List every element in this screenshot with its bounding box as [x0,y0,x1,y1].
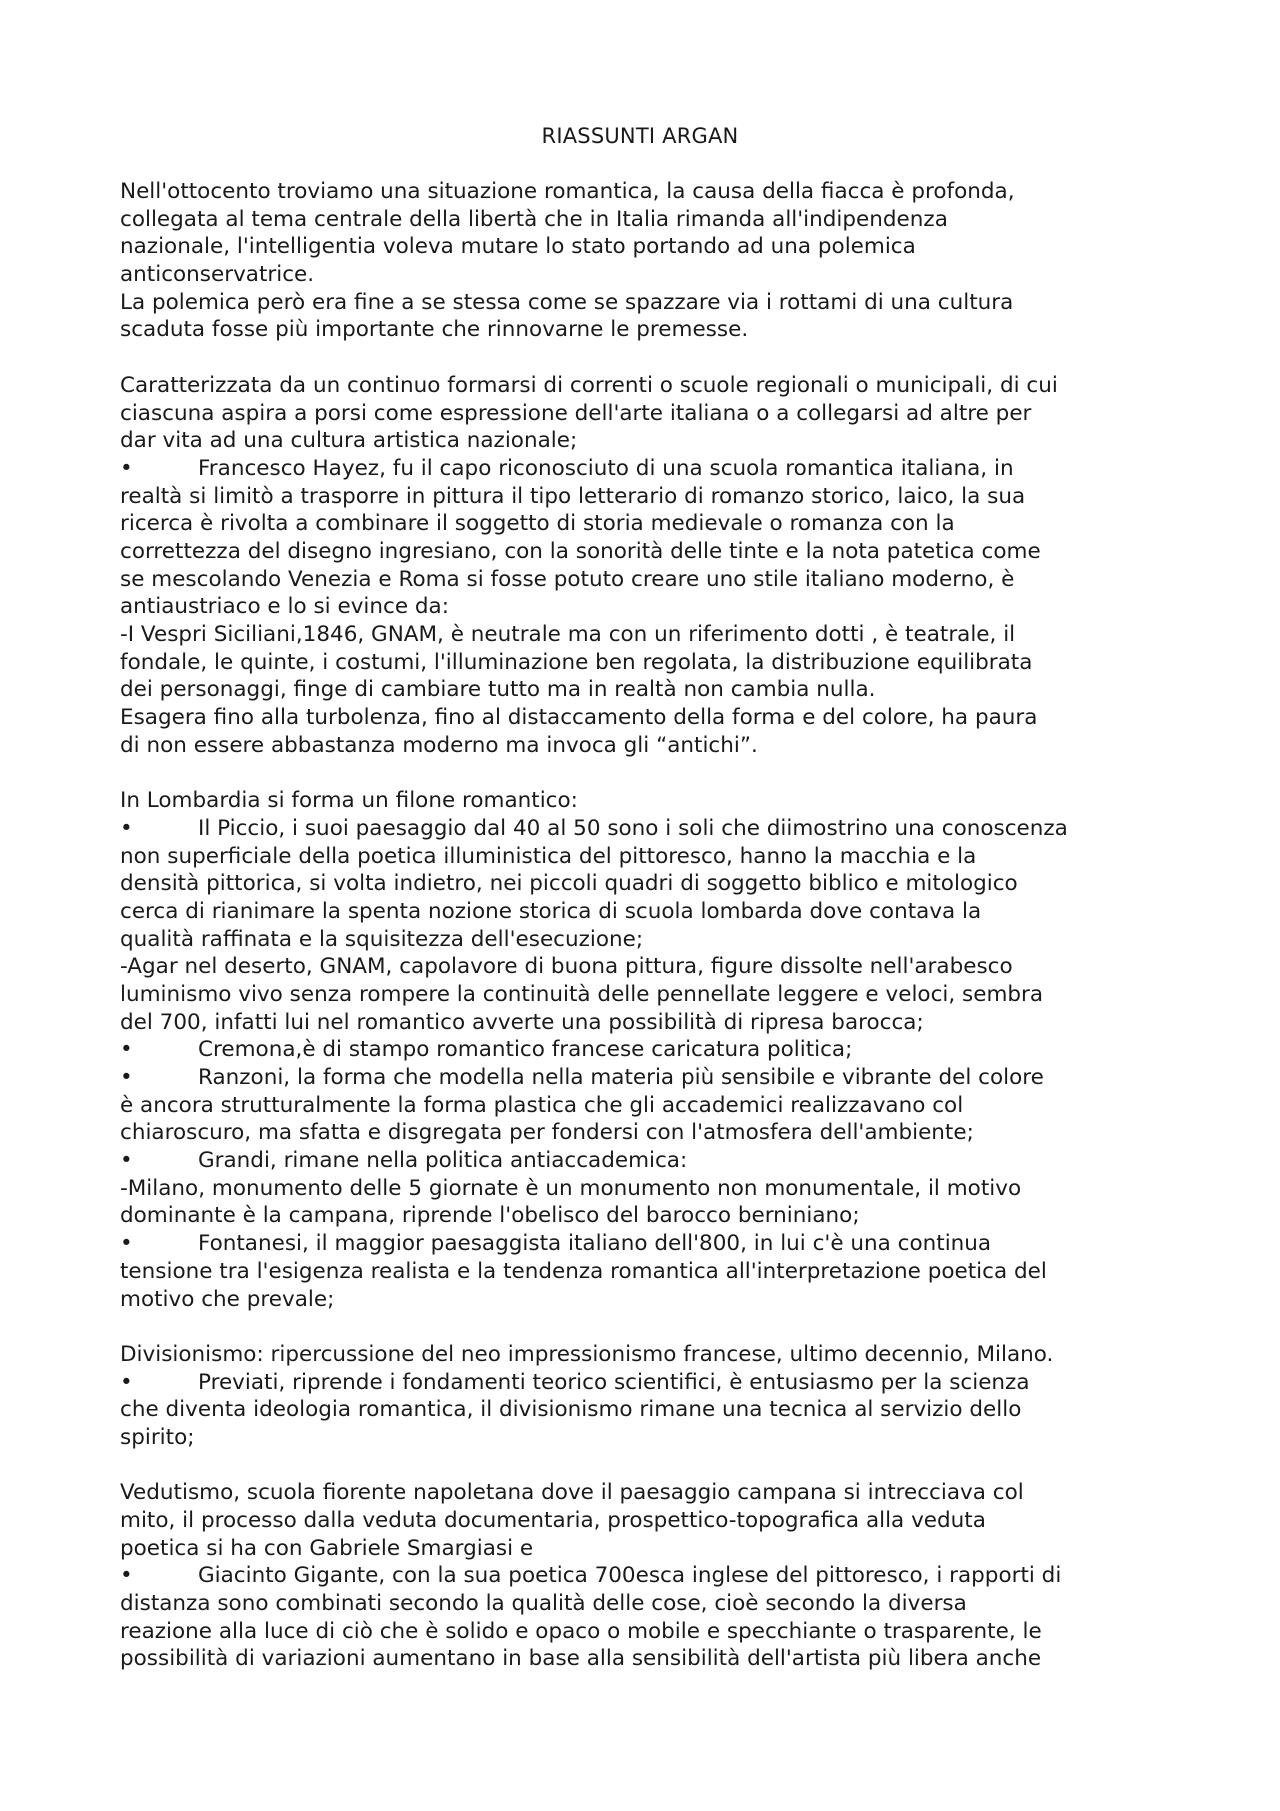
text-line: chiaroscuro, ma sfatta e disgregata per fondersi con l'atmosfera dell'ambiente; [120,1120,974,1146]
bullet-text: Grandi, rimane nella politica antiaccademica: [198,1148,688,1174]
paragraph-spacer [120,759,1180,787]
text-line: poetica si ha con Gabriele Smargiasi e [120,1535,534,1561]
bullet-marker: • [120,1369,133,1395]
bullet-marker: • [120,1563,133,1589]
text-line: se mescolando Venezia e Roma si fosse potuto creare uno stile italiano moderno, è [120,566,1015,592]
bullet-marker: • [120,815,133,841]
text-line: collegata al tema centrale della libertà che in Italia rimanda all'indipendenza [120,206,948,232]
paragraph-spacer [120,1313,1180,1341]
text-line: anticonservatrice. [120,262,315,288]
bullet-text: Giacinto Gigante, con la sua poetica 700esca inglese del pittoresco, i rapporti di [198,1563,1062,1589]
text-line: distanza sono combinati secondo la qualità delle cose, cioè secondo la diversa [120,1591,967,1617]
text-line: ricerca è rivolta a combinare il soggetto di storia medievale o romanza con la [120,511,955,537]
text-line: che diventa ideologia romantica, il divisionismo rimane una tecnica al servizio dello [120,1397,1022,1423]
text-line: del 700, infatti lui nel romantico avverte una possibilità di ripresa barocca; [120,1009,924,1035]
bullet-marker: • [120,1231,133,1257]
text-line: reazione alla luce di ciò che è solido e opaco o mobile e specchiante o trasparente, le [120,1618,1042,1644]
bullet-line [120,1369,1180,1397]
text-line: di non essere abbastanza moderno ma invoca gli “antichi”. [120,732,758,758]
bullet-marker: • [120,1037,133,1063]
text-line: correttezza del disegno ingresiano, con la sonorità delle tinte e la nota patetica come [120,538,1041,564]
bullet-line [120,1562,1180,1590]
bullet-marker: • [120,455,133,481]
bullet-text: Francesco Hayez, fu il capo riconosciuto di una scuola romantica italiana, in [198,455,1014,481]
text-line: Esagera fino alla turbolenza, fino al distaccamento della forma e del colore, ha paura [120,705,1038,731]
text-line: luminismo vivo senza rompere la continuità delle pennellate leggere e veloci, sembra [120,981,1044,1007]
text-line: dei personaggi, finge di cambiare tutto ma in realtà non cambia nulla. [120,677,876,703]
text-line: dar vita ad una cultura artistica nazionale; [120,428,578,454]
paragraph-spacer [120,1452,1180,1480]
bullet-marker: • [120,1065,133,1090]
text-line: è ancora strutturalmente la forma plastica che gli accademici realizzavano col [120,1092,964,1118]
paragraph-spacer [120,344,1180,372]
bullet-line [120,1230,1180,1258]
text-line: realtà si limitò a trasporre in pittura il tipo letterario di romanzo storico, laico, la sua [120,483,1026,509]
text-line: -Milano, monumento delle 5 giornate è un monumento non monumentale, il motivo [120,1175,1022,1201]
bullet-text: Fontanesi, il maggior paesaggista italiano dell'800, in lui c'è una continua [198,1231,992,1257]
text-line: Vedutismo, scuola fiorente napoletana dove il paesaggio campana si intrecciava col [120,1480,1024,1506]
text-line: In Lombardia si forma un filone romantico: [120,788,578,814]
text-line: scaduta fosse più importante che rinnovarne le premesse. [120,317,749,343]
text-line: antiaustriaco e lo si evince da: [120,594,449,620]
text-line: spirito; [120,1424,195,1450]
page-title: RIASSUNTI ARGAN [541,124,739,148]
text-line: La polemica però era fine a se stessa come se spazzare via i rottami di una cultura [120,289,1014,315]
bullet-line [120,1147,1180,1175]
bullet-line [120,1036,1180,1064]
text-line: possibilità di variazioni aumentano in base alla sensibilità dell'artista più libera anche [120,1646,1042,1672]
text-line: cerca di rianimare la spenta nozione storica di scuola lombarda dove contava la [120,898,982,924]
bullet-text: Previati, riprende i fondamenti teorico scientifici, è entusiasmo per la scienza [198,1369,1030,1395]
text-line: -I Vespri Siciliani,1846, GNAM, è neutrale ma con un riferimento dotti , è teatrale, il [120,622,1016,647]
bullet-line [120,815,1180,843]
text-line: -Agar nel deserto, GNAM, capolavore di buona pittura, figure dissolte nell'arabesco [120,954,1013,980]
text-line: dominante è la campana, riprende l'obelisco del barocco berniniano; [120,1203,860,1229]
bullet-line [120,455,1180,483]
text-line: mito, il processo dalla veduta documentaria, prospettico-topografica alla veduta [120,1508,986,1533]
text-line: ciascuna aspira a porsi come espressione dell'arte italiana o a collegarsi ad altre per [120,400,1032,426]
text-line: Nell'ottocento troviamo una situazione romantica, la causa della fiacca è profonda, [120,179,1015,204]
document-body [120,178,1180,1673]
bullet-text: Ranzoni, la forma che modella nella materia più sensibile e vibrante del colore [198,1065,1044,1090]
text-line: qualità raffinata e la squisitezza dell'esecuzione; [120,926,644,952]
bullet-text: Il Piccio, i suoi paesaggio dal 40 al 50 sono i soli che diimostrino una conoscenza [198,815,1068,841]
text-line: fondale, le quinte, i costumi, l'illuminazione ben regolata, la distribuzione equilibrata [120,649,1033,675]
text-line: tensione tra l'esigenza realista e la tendenza romantica all'interpretazione poetica del [120,1258,1047,1284]
bullet-text: Cremona,è di stampo romantico francese caricatura politica; [198,1037,853,1063]
text-line: non superficiale della poetica illuministica del pittoresco, hanno la macchia e la [120,843,977,869]
text-line: Divisionismo: ripercussione del neo impressionismo francese, ultimo decennio, Milano. [120,1341,1054,1367]
text-line: densità pittorica, si volta indietro, nei piccoli quadri di soggetto biblico e mitologico [120,871,1018,897]
text-line: Caratterizzata da un continuo formarsi di correnti o scuole regionali o municipali, di cui [120,372,1058,398]
text-line: motivo che prevale; [120,1286,335,1312]
bullet-marker: • [120,1148,133,1174]
bullet-line [120,1064,1180,1092]
text-line: nazionale, l'intelligentia voleva mutare lo stato portando ad una polemica [120,234,916,260]
